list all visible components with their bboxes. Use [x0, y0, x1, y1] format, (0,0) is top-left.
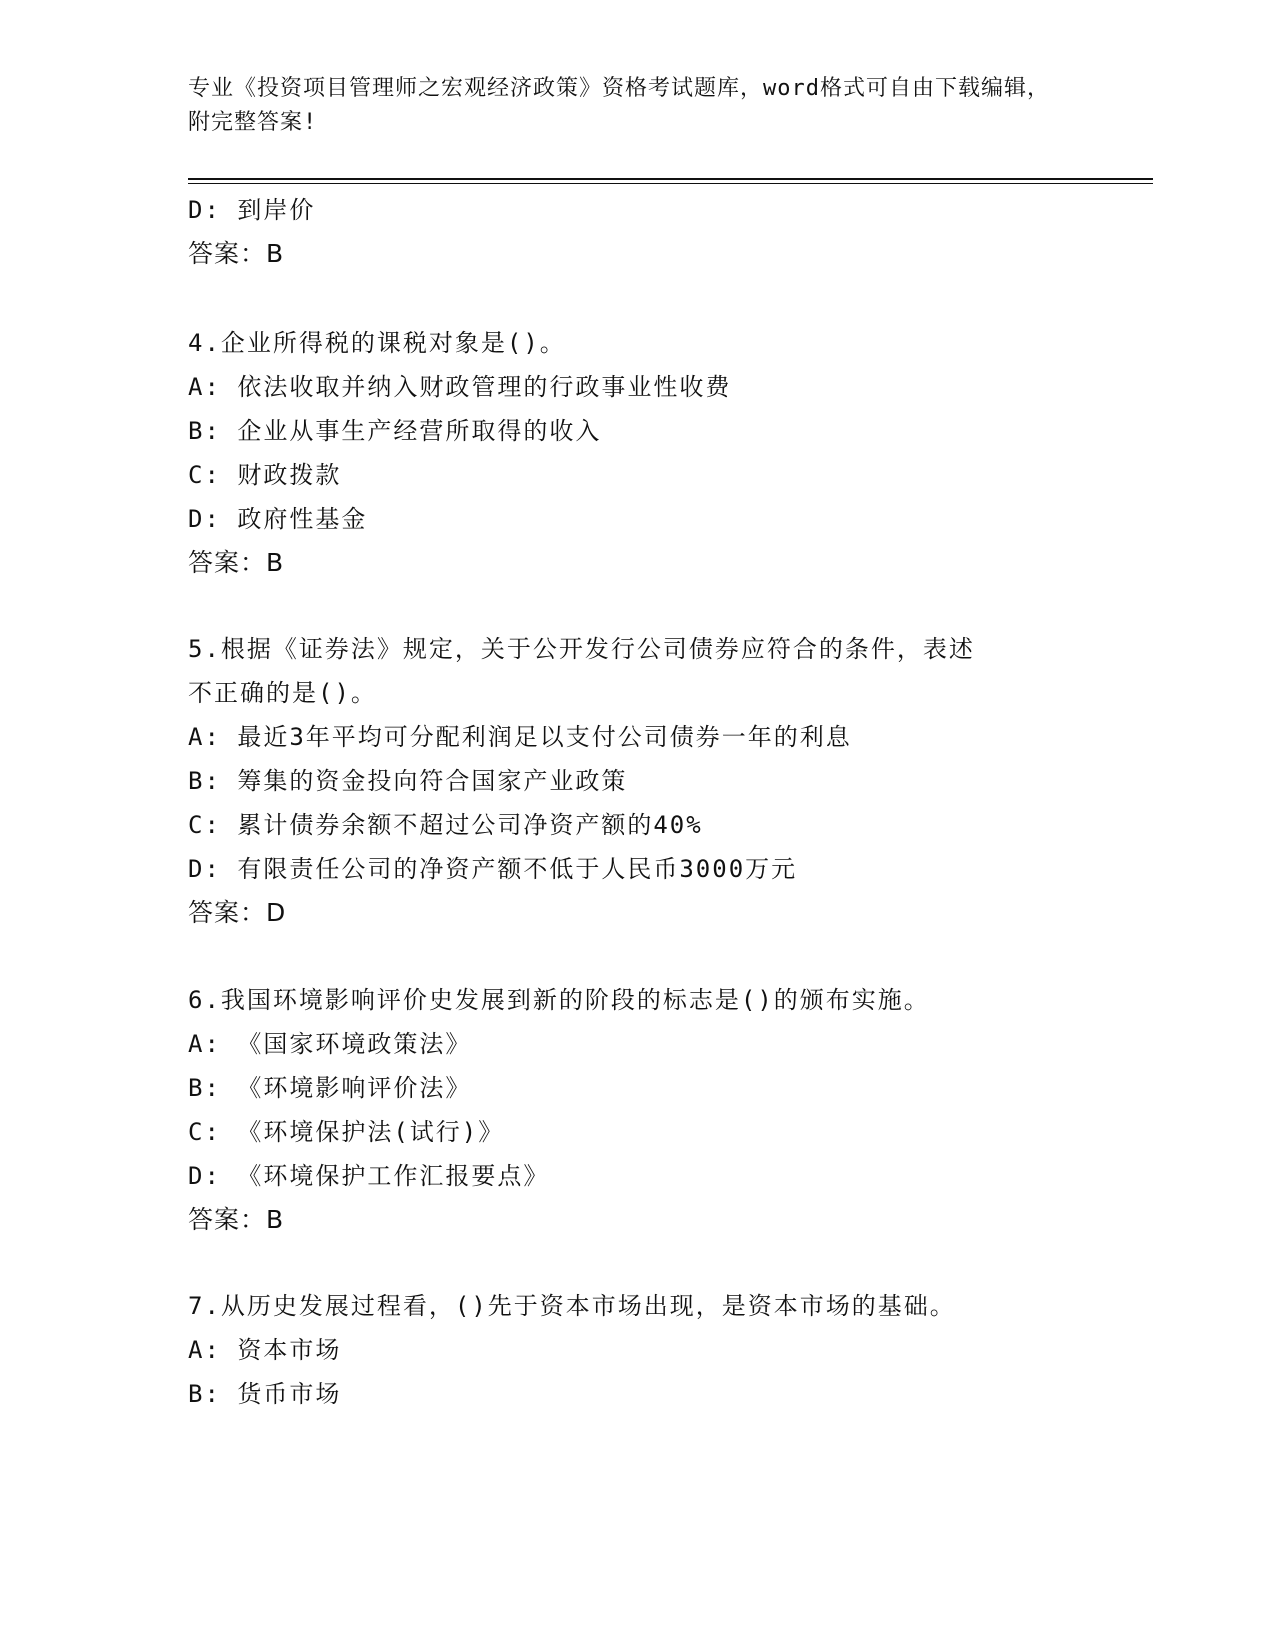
question-text: 6.我国环境影响评价史发展到新的阶段的标志是()的颁布实施。 [188, 986, 930, 1014]
option-d: D: 政府性基金 [188, 505, 368, 533]
option-a: A: 最近3年平均可分配利润足以支付公司债券一年的利息 [188, 723, 852, 751]
header-divider-thin [188, 183, 1153, 184]
question-text: 5.根据《证券法》规定，关于公开发行公司债券应符合的条件，表述 [188, 635, 975, 663]
option-a: A: 依法收取并纳入财政管理的行政事业性收费 [188, 373, 732, 401]
option-b: B: 《环境影响评价法》 [188, 1074, 472, 1102]
option-d: D: 有限责任公司的净资产额不低于人民币3000万元 [188, 855, 798, 883]
option-b: B: 货币市场 [188, 1380, 342, 1408]
option-c: C: 财政拨款 [188, 461, 342, 489]
question-text: 4.企业所得税的课税对象是()。 [188, 329, 566, 357]
header-divider-thick [188, 178, 1153, 180]
answer-label: 答案：D [188, 898, 287, 927]
option-a: A: 资本市场 [188, 1336, 342, 1364]
answer-label: 答案：B [188, 548, 285, 577]
option-c: C: 《环境保护法(试行)》 [188, 1118, 505, 1146]
option-b: B: 筹集的资金投向符合国家产业政策 [188, 767, 628, 795]
document-header: 专业《投资项目管理师之宏观经济政策》资格考试题库，word格式可自由下载编辑，附完整答案! [188, 76, 1050, 135]
answer-label: 答案：B [188, 1205, 285, 1234]
option-b: B: 企业从事生产经营所取得的收入 [188, 417, 602, 445]
option-c: C: 累计债券余额不超过公司净资产额的40% [188, 811, 703, 839]
option-d: D: 《环境保护工作汇报要点》 [188, 1162, 550, 1190]
option-d: D: 到岸价 [188, 196, 316, 224]
option-a: A: 《国家环境政策法》 [188, 1030, 472, 1058]
answer-label: 答案：B [188, 239, 285, 268]
question-text-continued: 不正确的是()。 [188, 679, 377, 707]
question-text: 7.从历史发展过程看，()先于资本市场出现，是资本市场的基础。 [188, 1292, 956, 1320]
